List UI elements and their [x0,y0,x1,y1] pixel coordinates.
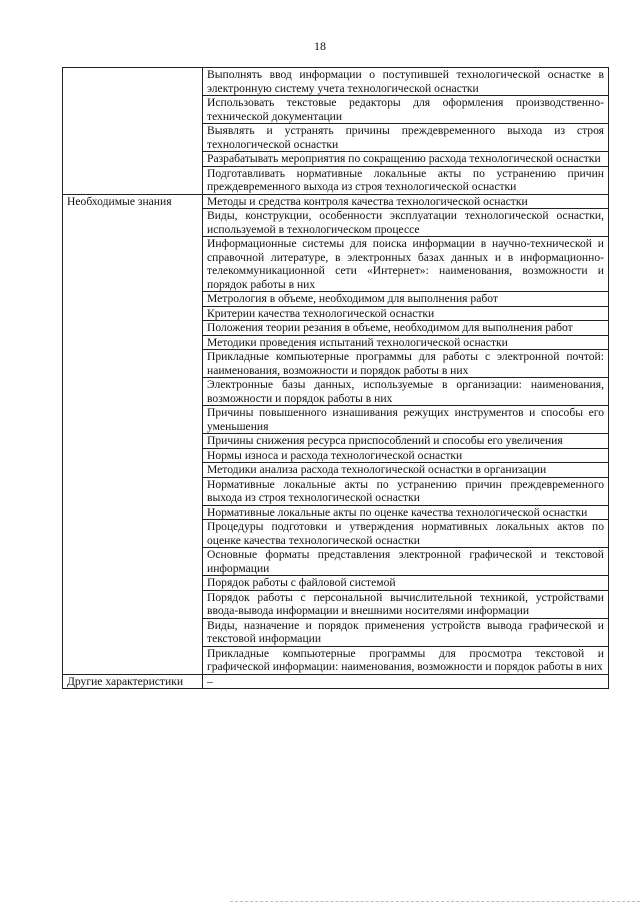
skill-item: Использовать текстовые редакторы для оформления производственно-технической документации [203,96,609,124]
knowledge-item: Методы и средства контроля качества технологической оснастки [203,194,609,209]
knowledge-item: Положения теории резания в объеме, необходимом для выполнения работ [203,321,609,336]
row-label-required-knowledge: Необходимые знания [63,194,203,674]
knowledge-item: Электронные базы данных, используемые в организации: наименования, возможности и порядок работы в них [203,378,609,406]
knowledge-item: Прикладные компьютерные программы для работы с электронной почтой: наименования, возможности и порядок работы в них [203,350,609,378]
knowledge-item: Нормативные локальные акты по оценке качества технологической оснастки [203,505,609,520]
knowledge-item: Нормы износа и расхода технологической оснастки [203,448,609,463]
table-row [63,194,609,209]
row-label-other-characteristics: Другие характеристики [63,674,203,689]
scan-edge-divider [230,901,640,903]
skill-item: Разрабатывать мероприятия по сокращению расхода технологической оснастки [203,152,609,167]
knowledge-item: Прикладные компьютерные программы для просмотра текстовой и графической информации: наименования, возможности и порядок работы в них [203,646,609,674]
row-label-skills-continued [63,68,203,195]
page-number: 18 [314,39,326,53]
knowledge-item: Причины повышенного изнашивания режущих инструментов и способы его уменьшения [203,406,609,434]
knowledge-item: Методики анализа расхода технологической оснастки в организации [203,463,609,478]
knowledge-item: Методики проведения испытаний технологической оснастки [203,335,609,350]
knowledge-item: Причины снижения ресурса приспособлений и способы его увеличения [203,434,609,449]
knowledge-item: Процедуры подготовки и утверждения нормативных локальных актов по оценке качества технологической оснастки [203,520,609,548]
skill-item: Подготавливать нормативные локальные акты по устранению причин преждевременного выхода из строя технологической оснастки [203,166,609,194]
other-characteristics-value: – [203,674,609,689]
labor-function-table [62,67,609,689]
knowledge-item: Информационные системы для поиска информации в научно-технической и справочной литературе, в электронных базах данных и в информационно-телекоммуникационной сети «Интернет»: наименования, возможности и порядок работы в них [203,237,609,292]
table-row [63,674,609,689]
knowledge-item: Порядок работы с персональной вычислительной техникой, устройствами ввода-вывода информации и внешними носителями информации [203,590,609,618]
knowledge-item: Порядок работы с файловой системой [203,576,609,591]
knowledge-item: Виды, конструкции, особенности эксплуатации технологической оснастки, используемой в технологическом процессе [203,209,609,237]
skill-item: Выявлять и устранять причины преждевременного выхода из строя технологической оснастки [203,124,609,152]
table-row [63,68,609,96]
knowledge-item: Основные форматы представления электронной графической и текстовой информации [203,548,609,576]
knowledge-item: Критерии качества технологической оснастки [203,306,609,321]
knowledge-item: Нормативные локальные акты по устранению причин преждевременного выхода из строя технологической оснастки [203,477,609,505]
knowledge-item: Метрология в объеме, необходимом для выполнения работ [203,292,609,307]
skill-item: Выполнять ввод информации о поступившей технологической оснастке в электронную систему учета технологической оснастки [203,68,609,96]
knowledge-item: Виды, назначение и порядок применения устройств вывода графической и текстовой информации [203,618,609,646]
